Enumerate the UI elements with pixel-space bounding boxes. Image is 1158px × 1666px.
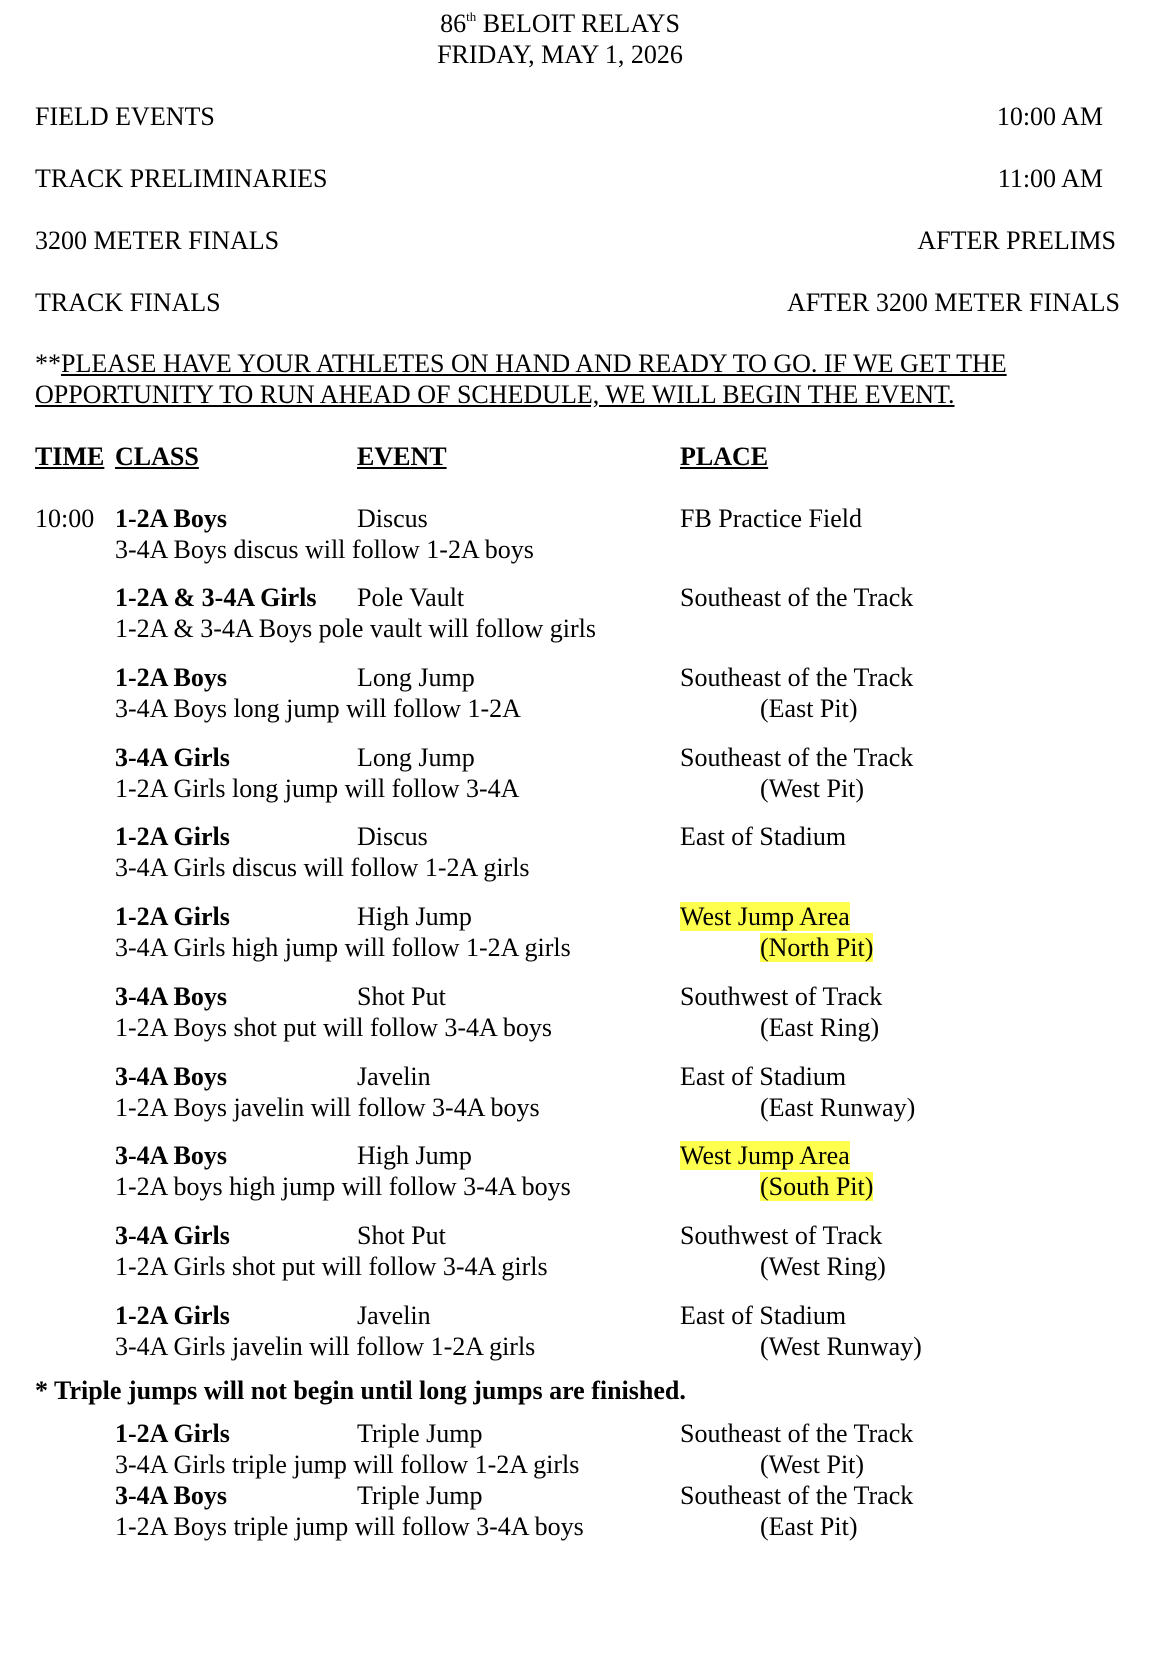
event-place-detail-highlighted — [760, 932, 873, 963]
event-name: Javelin — [357, 1301, 431, 1330]
event-name: Discus — [357, 822, 428, 851]
event-name: Javelin — [357, 1062, 431, 1091]
event-note: 1-2A Girls shot put will follow 3-4A girls — [115, 1252, 548, 1281]
event-note: 3-4A Girls javelin will follow 1-2A girls — [115, 1332, 536, 1361]
event-name: Triple Jump — [357, 1419, 483, 1448]
event-class: 1-2A Girls — [115, 1419, 230, 1448]
event-class: 1-2A Girls — [115, 902, 230, 931]
event-name: Discus — [357, 504, 428, 533]
event-note: 1-2A & 3-4A Boys pole vault will follow girls — [115, 614, 596, 643]
event-place-detail: (East Runway) — [760, 1093, 916, 1122]
event-note: 3-4A Girls triple jump will follow 1-2A girls — [115, 1450, 580, 1479]
event-place-detail: (West Ring) — [760, 1252, 886, 1281]
event-name: High Jump — [357, 902, 472, 931]
event-place-detail: (West Pit) — [760, 774, 865, 803]
event-note: 1-2A boys high jump will follow 3-4A boys — [115, 1172, 571, 1201]
event-class: 1-2A Boys — [115, 663, 227, 692]
column-header-event: EVENT — [357, 442, 447, 471]
event-place-highlighted — [680, 901, 850, 932]
column-header-time: TIME — [35, 442, 105, 471]
page-title — [0, 8, 1120, 43]
event-place-detail: (East Ring) — [760, 1013, 880, 1042]
schedule-label: TRACK FINALS — [35, 288, 221, 317]
event-name: Pole Vault — [357, 583, 465, 612]
column-header-class: CLASS — [115, 442, 199, 471]
event-class: 3-4A Boys — [115, 1141, 227, 1170]
event-class: 3-4A Boys — [115, 982, 227, 1011]
schedule-label: 3200 METER FINALS — [35, 226, 280, 255]
event-place: East of Stadium — [680, 1062, 847, 1091]
page-date: FRIDAY, MAY 1, 2026 — [437, 40, 683, 69]
event-name: Triple Jump — [357, 1481, 483, 1510]
column-header-place: PLACE — [680, 442, 769, 471]
event-class: 3-4A Girls — [115, 1221, 230, 1250]
start-time: 10:00 — [35, 504, 95, 533]
event-name: Shot Put — [357, 1221, 446, 1250]
highlighted-place-detail: (North Pit) — [760, 933, 874, 962]
notice-text-1: PLEASE HAVE YOUR ATHLETES ON HAND AND READY TO GO. IF WE GET THE — [61, 349, 1007, 378]
event-place-detail: (East Pit) — [760, 694, 858, 723]
event-place-highlighted — [680, 1140, 850, 1171]
event-class: 1-2A Girls — [115, 822, 230, 851]
schedule-label: TRACK PRELIMINARIES — [35, 164, 328, 193]
event-note: 3-4A Girls discus will follow 1-2A girls — [115, 853, 530, 882]
event-place: Southeast of the Track — [680, 583, 914, 612]
event-name: High Jump — [357, 1141, 472, 1170]
event-place-detail-highlighted — [760, 1171, 873, 1202]
event-class: 3-4A Boys — [115, 1062, 227, 1091]
notice-line-2: OPPORTUNITY TO RUN AHEAD OF SCHEDULE, WE WILL BEGIN THE EVENT. — [35, 380, 955, 409]
title-number: 86 — [440, 9, 467, 38]
event-note: 3-4A Boys discus will follow 1-2A boys — [115, 535, 534, 564]
event-place-detail: (East Pit) — [760, 1512, 858, 1541]
event-place-detail: (West Pit) — [760, 1450, 865, 1479]
title-superscript: th — [466, 9, 477, 24]
triple-jump-note: * Triple jumps will not begin until long jumps are finished. — [35, 1376, 686, 1405]
schedule-time: AFTER PRELIMS — [917, 226, 1116, 255]
event-place: Southeast of the Track — [680, 1481, 914, 1510]
schedule-time: 10:00 AM — [996, 102, 1103, 131]
event-note: 3-4A Girls high jump will follow 1-2A girls — [115, 933, 571, 962]
event-place: Southeast of the Track — [680, 743, 914, 772]
event-name: Shot Put — [357, 982, 446, 1011]
highlighted-place: West Jump Area — [680, 902, 850, 931]
event-note: 1-2A Boys javelin will follow 3-4A boys — [115, 1093, 540, 1122]
event-place-detail: (West Runway) — [760, 1332, 922, 1361]
event-note: 1-2A Boys shot put will follow 3-4A boys — [115, 1013, 552, 1042]
event-note: 3-4A Boys long jump will follow 1-2A — [115, 694, 521, 723]
event-place: Southwest of Track — [680, 1221, 883, 1250]
event-name: Long Jump — [357, 743, 475, 772]
event-class: 3-4A Boys — [115, 1481, 227, 1510]
notice-line-1 — [35, 348, 1007, 379]
event-place: Southeast of the Track — [680, 1419, 914, 1448]
event-place: FB Practice Field — [680, 504, 862, 533]
event-place: East of Stadium — [680, 822, 847, 851]
event-class: 3-4A Girls — [115, 743, 230, 772]
event-name: Long Jump — [357, 663, 475, 692]
event-class: 1-2A Boys — [115, 504, 227, 533]
notice-prefix: ** — [35, 349, 61, 378]
event-note: 1-2A Girls long jump will follow 3-4A — [115, 774, 520, 803]
event-place: Southeast of the Track — [680, 663, 914, 692]
schedule-time: 11:00 AM — [997, 164, 1103, 193]
event-note: 1-2A Boys triple jump will follow 3-4A boys — [115, 1512, 584, 1541]
title-text: BELOIT RELAYS — [476, 9, 680, 38]
event-class: 1-2A Girls — [115, 1301, 230, 1330]
schedule-label: FIELD EVENTS — [35, 102, 215, 131]
highlighted-place: West Jump Area — [680, 1141, 850, 1170]
event-class: 1-2A & 3-4A Girls — [115, 583, 317, 612]
highlighted-place-detail: (South Pit) — [760, 1172, 874, 1201]
event-place: East of Stadium — [680, 1301, 847, 1330]
event-place: Southwest of Track — [680, 982, 883, 1011]
schedule-time: AFTER 3200 METER FINALS — [787, 288, 1120, 317]
